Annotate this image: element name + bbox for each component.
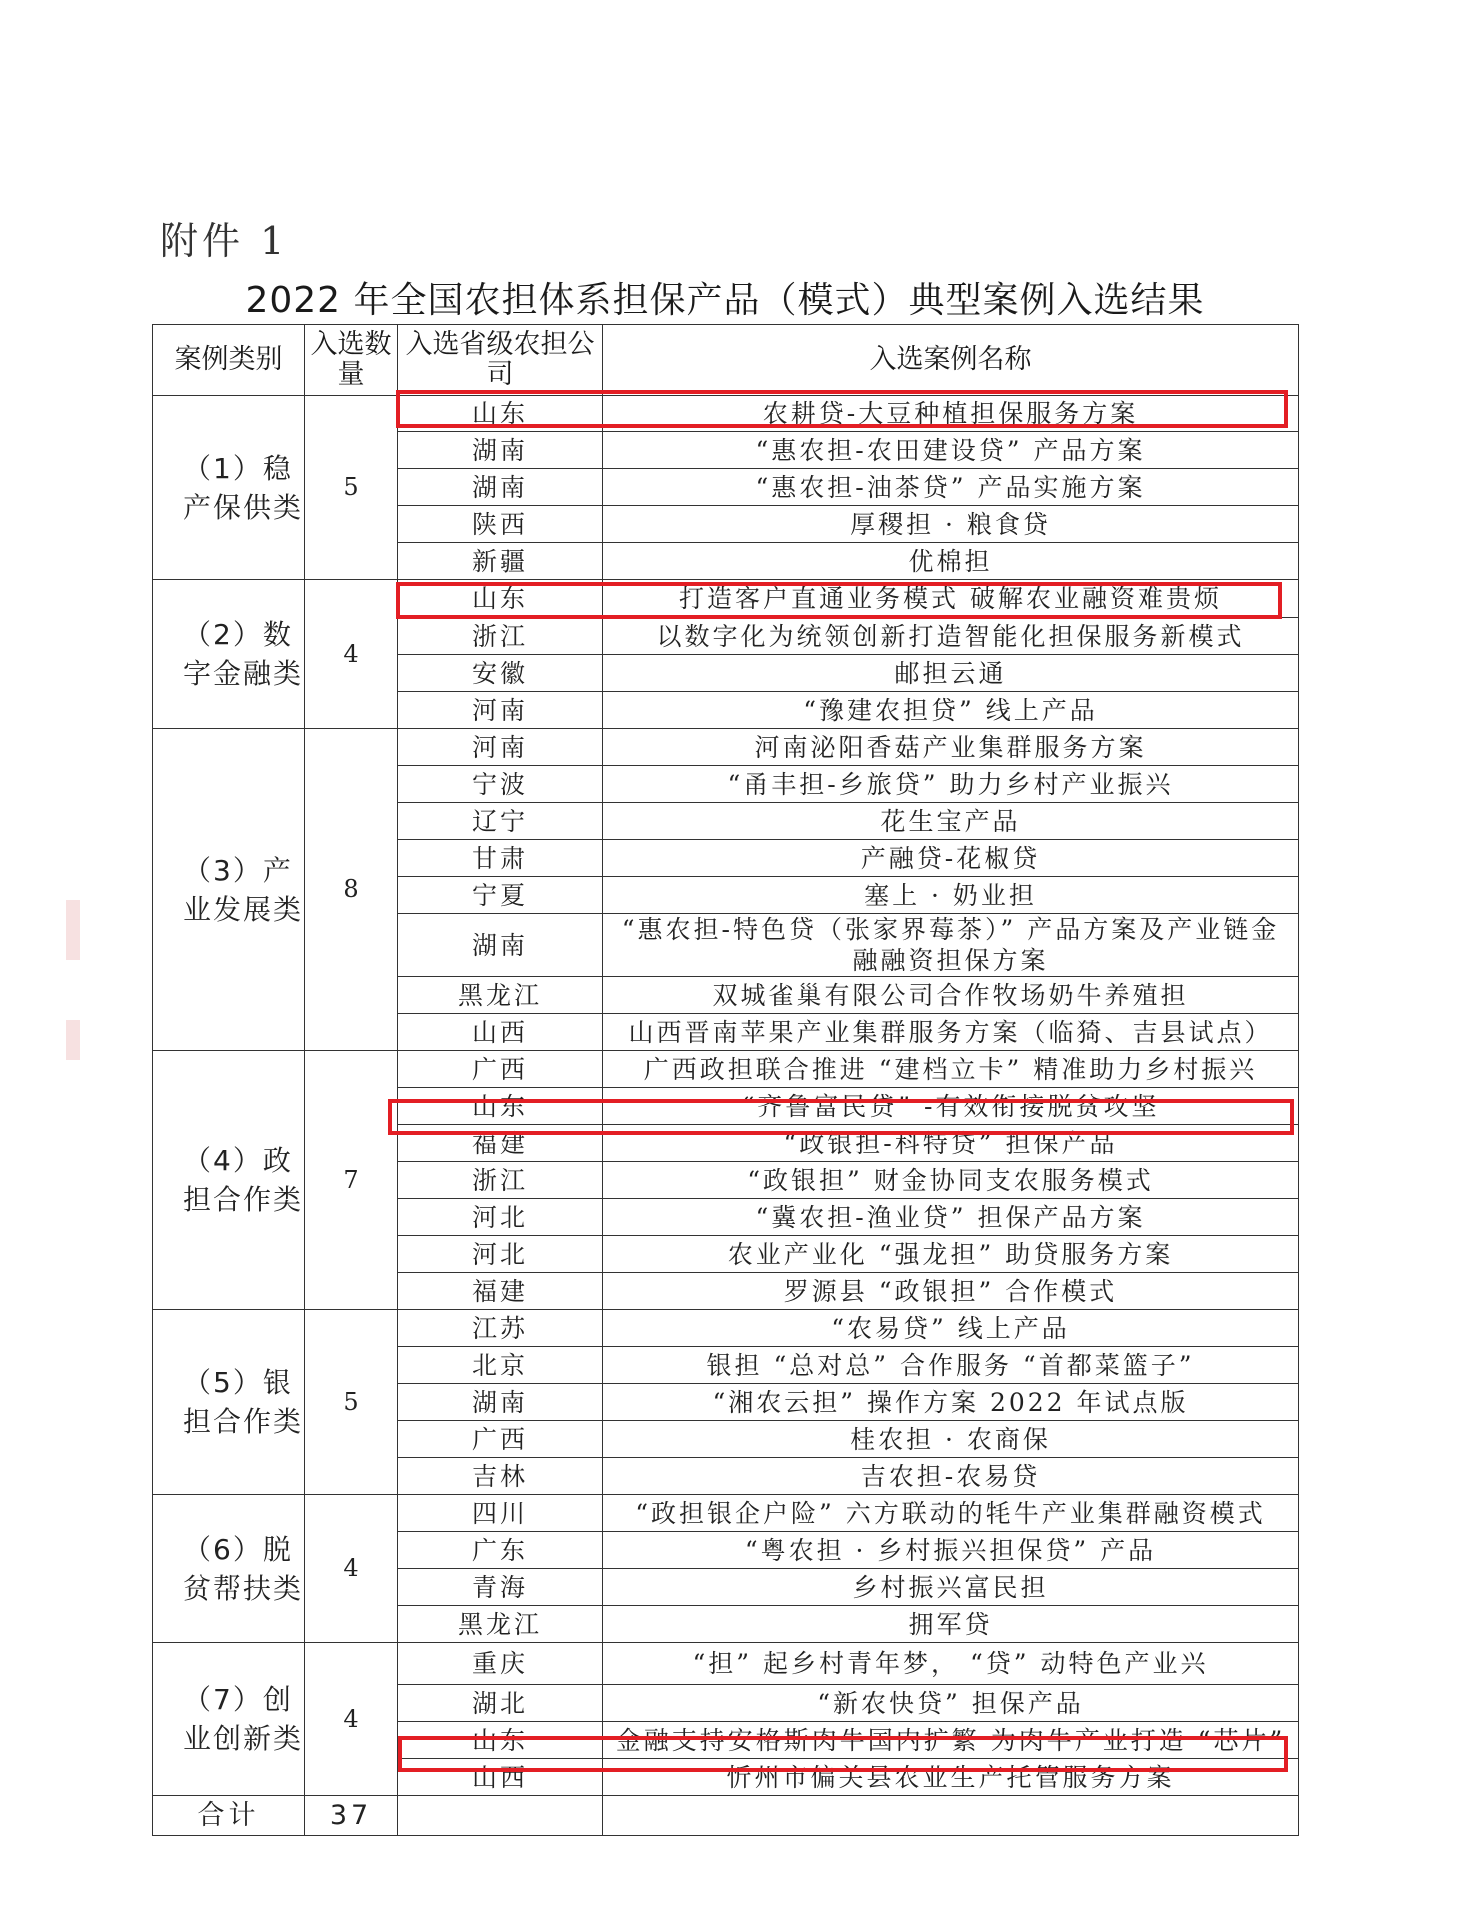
company-cell: [398, 1014, 603, 1051]
company-cell: [398, 396, 603, 432]
company-cell: [398, 1685, 603, 1722]
company-cell: [398, 432, 603, 469]
table-row: [153, 1643, 1299, 1685]
case-name: “农易贷” 线上产品: [831, 1313, 1070, 1343]
case-name-cell: [603, 1759, 1299, 1796]
case-name: “湘农云担” 操作方案 2022 年试点版: [712, 1387, 1189, 1417]
company-name: 黑龙江: [457, 1609, 542, 1639]
company-cell: [398, 729, 603, 766]
category-label: （5）银担合作类: [183, 1366, 304, 1438]
case-name: “担” 起乡村青年梦， “贷” 动特色产业兴: [692, 1649, 1209, 1678]
case-name-cell: [603, 877, 1299, 914]
case-name: 厚稷担 · 粮食贷: [850, 509, 1051, 539]
count-cell: [305, 729, 398, 1051]
category-label: （7）创业创新类: [183, 1683, 304, 1755]
company-cell: [398, 1722, 603, 1759]
case-name: 花生宝产品: [880, 806, 1021, 836]
company-cell: [398, 655, 603, 692]
company-name: 新疆: [471, 546, 528, 576]
count-cell: [305, 1643, 398, 1796]
case-name: 山西晋南苹果产业集群服务方案（临猗、吉县试点）: [628, 1017, 1273, 1047]
company-cell: [398, 1532, 603, 1569]
company-cell: [398, 1759, 603, 1796]
case-name-cell: [603, 914, 1299, 977]
header-category: 案例类别: [153, 325, 305, 396]
company-name: 浙江: [471, 1165, 528, 1195]
case-name: 打造客户直通业务模式 破解农业融资难贵烦: [679, 584, 1222, 613]
company-cell: [398, 977, 603, 1014]
company-cell: [398, 1569, 603, 1606]
case-name: 金融支持安格斯肉牛国内扩繁 为肉牛产业打造 “芯片”: [615, 1725, 1286, 1755]
case-name: 桂农担 · 农商保: [850, 1424, 1051, 1454]
case-name-cell: [603, 1051, 1299, 1088]
case-name: 农业产业化 “强龙担” 助贷服务方案: [727, 1239, 1174, 1269]
scan-mark: [66, 1020, 80, 1060]
company-name: 吉林: [471, 1461, 528, 1491]
company-cell: [398, 877, 603, 914]
total-label-cell: [153, 1796, 305, 1836]
case-name: 银担 “总对总” 合作服务 “首都菜篮子”: [706, 1350, 1195, 1380]
company-cell: [398, 1643, 603, 1685]
attachment-label: 附件 1: [160, 219, 289, 263]
company-name: 湖北: [471, 1688, 528, 1718]
company-cell: [398, 914, 603, 977]
company-name: 山西: [471, 1017, 528, 1047]
case-name: 优棉担: [908, 546, 993, 576]
company-name: 山西: [471, 1762, 528, 1792]
case-name: 乡村振兴富民担: [852, 1572, 1049, 1602]
case-name-cell: [603, 1606, 1299, 1643]
count-cell: [305, 580, 398, 729]
case-name-cell: [603, 1273, 1299, 1310]
case-name-cell: [603, 432, 1299, 469]
category-cell: [153, 580, 305, 729]
count-value: 4: [343, 639, 359, 668]
document-title: 2022 年全国农担体系担保产品（模式）典型案例入选结果: [245, 280, 1205, 321]
count-cell: [305, 1495, 398, 1643]
case-name: “政银担” 财金协同支农服务模式: [747, 1165, 1154, 1195]
company-name: 河北: [471, 1239, 528, 1269]
company-cell: [398, 766, 603, 803]
category-label: （3）产业发展类: [183, 853, 304, 926]
company-cell: [398, 840, 603, 877]
company-cell: [398, 618, 603, 655]
table-row: [153, 729, 1299, 766]
company-name: 河南: [471, 695, 528, 725]
company-name: 浙江: [471, 621, 528, 651]
total-count: 37: [329, 1800, 373, 1831]
case-name-cell: [603, 1458, 1299, 1495]
case-name: “冀农担-渔业贷” 担保产品方案: [755, 1202, 1146, 1232]
company-name: 宁夏: [471, 880, 528, 910]
case-name: “新农快贷” 担保产品: [817, 1688, 1084, 1718]
case-name-cell: [603, 1421, 1299, 1458]
count-value: 7: [343, 1165, 359, 1194]
company-cell: [398, 469, 603, 506]
count-value: 4: [343, 1704, 359, 1733]
company-name: 湖南: [471, 930, 528, 960]
total-row: [153, 1796, 1299, 1836]
company-cell: [398, 1051, 603, 1088]
case-name: 忻州市偏关县农业生产托管服务方案: [726, 1762, 1175, 1792]
category-label: （6）脱贫帮扶类: [183, 1532, 304, 1605]
case-name-cell: [603, 729, 1299, 766]
header-count: 入选数量: [305, 325, 398, 396]
company-cell: [398, 1273, 603, 1310]
case-name: “甬丰担-乡旅贷” 助力乡村产业振兴: [727, 769, 1174, 799]
company-cell: [398, 1606, 603, 1643]
company-name: 黑龙江: [457, 980, 542, 1010]
company-name: 湖南: [471, 472, 528, 502]
company-cell: [398, 1310, 603, 1347]
category-label: （4）政担合作类: [183, 1144, 304, 1216]
result-table: [152, 324, 1299, 1836]
count-value: 4: [343, 1554, 359, 1582]
case-name: “惠农担-特色贷（张家界莓茶）” 产品方案及产业链金融融资担保方案: [621, 915, 1280, 975]
case-name-cell: [603, 1236, 1299, 1273]
case-name-cell: [603, 1569, 1299, 1606]
company-cell: [398, 1236, 603, 1273]
company-cell: [398, 580, 603, 618]
company-name: 福建: [471, 1128, 528, 1158]
case-name: 产融贷-花椒贷: [860, 843, 1041, 873]
company-name: 福建: [471, 1276, 528, 1306]
company-cell: [398, 1125, 603, 1162]
company-name: 湖南: [471, 1387, 528, 1417]
category-cell: [153, 1643, 305, 1796]
case-name: 以数字化为统领创新打造智能化担保服务新模式: [656, 621, 1245, 651]
company-name: 山东: [471, 1091, 528, 1121]
count-value: 8: [343, 875, 359, 903]
case-name-cell: [603, 977, 1299, 1014]
company-name: 安徽: [471, 658, 528, 688]
category-cell: [153, 1051, 305, 1310]
company-cell: [398, 1199, 603, 1236]
case-name: “惠农担-农田建设贷” 产品方案: [755, 435, 1146, 465]
total-empty-cell: [603, 1796, 1299, 1836]
company-name: 陕西: [471, 509, 528, 539]
count-value: 5: [343, 473, 359, 501]
company-cell: [398, 1384, 603, 1421]
company-name: 广西: [471, 1424, 528, 1454]
case-name-cell: [603, 1347, 1299, 1384]
case-name: “豫建农担贷” 线上产品: [803, 695, 1098, 725]
case-name-cell: [603, 1643, 1299, 1685]
company-name: 广西: [471, 1054, 528, 1084]
case-name-cell: [603, 1532, 1299, 1569]
count-cell: [305, 396, 398, 580]
category-cell: [153, 1495, 305, 1643]
case-name: 塞上 · 奶业担: [864, 880, 1037, 910]
case-name-cell: [603, 1685, 1299, 1722]
case-name-cell: [603, 580, 1299, 618]
company-name: 河北: [471, 1202, 528, 1232]
case-name-cell: [603, 1199, 1299, 1236]
company-cell: [398, 692, 603, 729]
count-cell: [305, 1051, 398, 1310]
company-name: 湖南: [471, 435, 528, 465]
company-name: 四川: [471, 1498, 528, 1528]
case-name: 广西政担联合推进 “建档立卡” 精准助力乡村振兴: [643, 1054, 1258, 1084]
category-label: （1）稳产保供类: [183, 451, 304, 524]
case-name-cell: [603, 1495, 1299, 1532]
company-name: 河南: [471, 732, 528, 762]
case-name-cell: [603, 1014, 1299, 1051]
case-name: “政担银企户险” 六方联动的牦牛产业集群融资模式: [635, 1498, 1266, 1528]
header-name: 入选案例名称: [603, 325, 1299, 396]
table-header-row: [153, 325, 1299, 396]
case-name-cell: [603, 396, 1299, 432]
table-row: [153, 1495, 1299, 1532]
case-name-cell: [603, 469, 1299, 506]
case-name-cell: [603, 692, 1299, 729]
case-name-cell: [603, 803, 1299, 840]
table-body: [153, 396, 1299, 1836]
case-name: “齐鲁富民贷” -有效衔接脱贫攻坚: [741, 1091, 1160, 1121]
company-cell: [398, 543, 603, 580]
category-label: （2）数字金融类: [183, 618, 304, 690]
count-value: 5: [343, 1387, 359, 1416]
category-cell: [153, 396, 305, 580]
case-name: 河南泌阳香菇产业集群服务方案: [754, 732, 1147, 762]
case-name-cell: [603, 1722, 1299, 1759]
case-name: “政银担-科特贷” 担保产品: [783, 1128, 1118, 1158]
company-name: 辽宁: [471, 806, 528, 836]
company-name: 宁波: [471, 769, 528, 799]
case-name: 吉农担-农易贷: [860, 1461, 1041, 1491]
company-cell: [398, 1421, 603, 1458]
case-name-cell: [603, 543, 1299, 580]
company-cell: [398, 803, 603, 840]
case-name-cell: [603, 1384, 1299, 1421]
company-cell: [398, 1458, 603, 1495]
table-row: [153, 396, 1299, 432]
case-name-cell: [603, 1162, 1299, 1199]
case-name-cell: [603, 1125, 1299, 1162]
case-name-cell: [603, 506, 1299, 543]
company-name: 甘肃: [471, 843, 528, 873]
company-name: 北京: [471, 1350, 528, 1380]
scan-mark: [66, 900, 80, 960]
total-empty-cell: [398, 1796, 603, 1836]
case-name: “粤农担 · 乡村振兴担保贷” 产品: [744, 1535, 1157, 1565]
table-row: [153, 1310, 1299, 1347]
case-name-cell: [603, 766, 1299, 803]
case-name: 农耕贷-大豆种植担保服务方案: [762, 399, 1139, 428]
header-company: 入选省级农担公司: [398, 325, 603, 396]
total-count-cell: [305, 1796, 398, 1836]
company-name: 重庆: [471, 1649, 528, 1678]
table-row: [153, 1051, 1299, 1088]
category-cell: [153, 729, 305, 1051]
table-row: [153, 580, 1299, 618]
case-name-cell: [603, 840, 1299, 877]
category-cell: [153, 1310, 305, 1495]
case-name-cell: [603, 655, 1299, 692]
case-name-cell: [603, 1310, 1299, 1347]
case-name: “惠农担-油茶贷” 产品实施方案: [755, 472, 1146, 502]
company-cell: [398, 1347, 603, 1384]
company-name: 广东: [471, 1535, 528, 1565]
company-cell: [398, 1088, 603, 1125]
company-name: 山东: [471, 399, 528, 428]
case-name: 双城雀巢有限公司合作牧场奶牛养殖担: [712, 980, 1189, 1010]
company-cell: [398, 1162, 603, 1199]
case-name: 邮担云通: [894, 658, 1007, 688]
case-name-cell: [603, 1088, 1299, 1125]
company-name: 江苏: [471, 1313, 528, 1343]
company-name: 山东: [471, 1725, 528, 1755]
company-name: 青海: [471, 1572, 528, 1602]
company-name: 山东: [471, 584, 528, 613]
case-name-cell: [603, 618, 1299, 655]
company-cell: [398, 506, 603, 543]
count-cell: [305, 1310, 398, 1495]
case-name: 罗源县 “政银担” 合作模式: [783, 1276, 1118, 1306]
total-label: 合计: [197, 1800, 260, 1831]
company-cell: [398, 1495, 603, 1532]
case-name: 拥军贷: [908, 1609, 993, 1639]
